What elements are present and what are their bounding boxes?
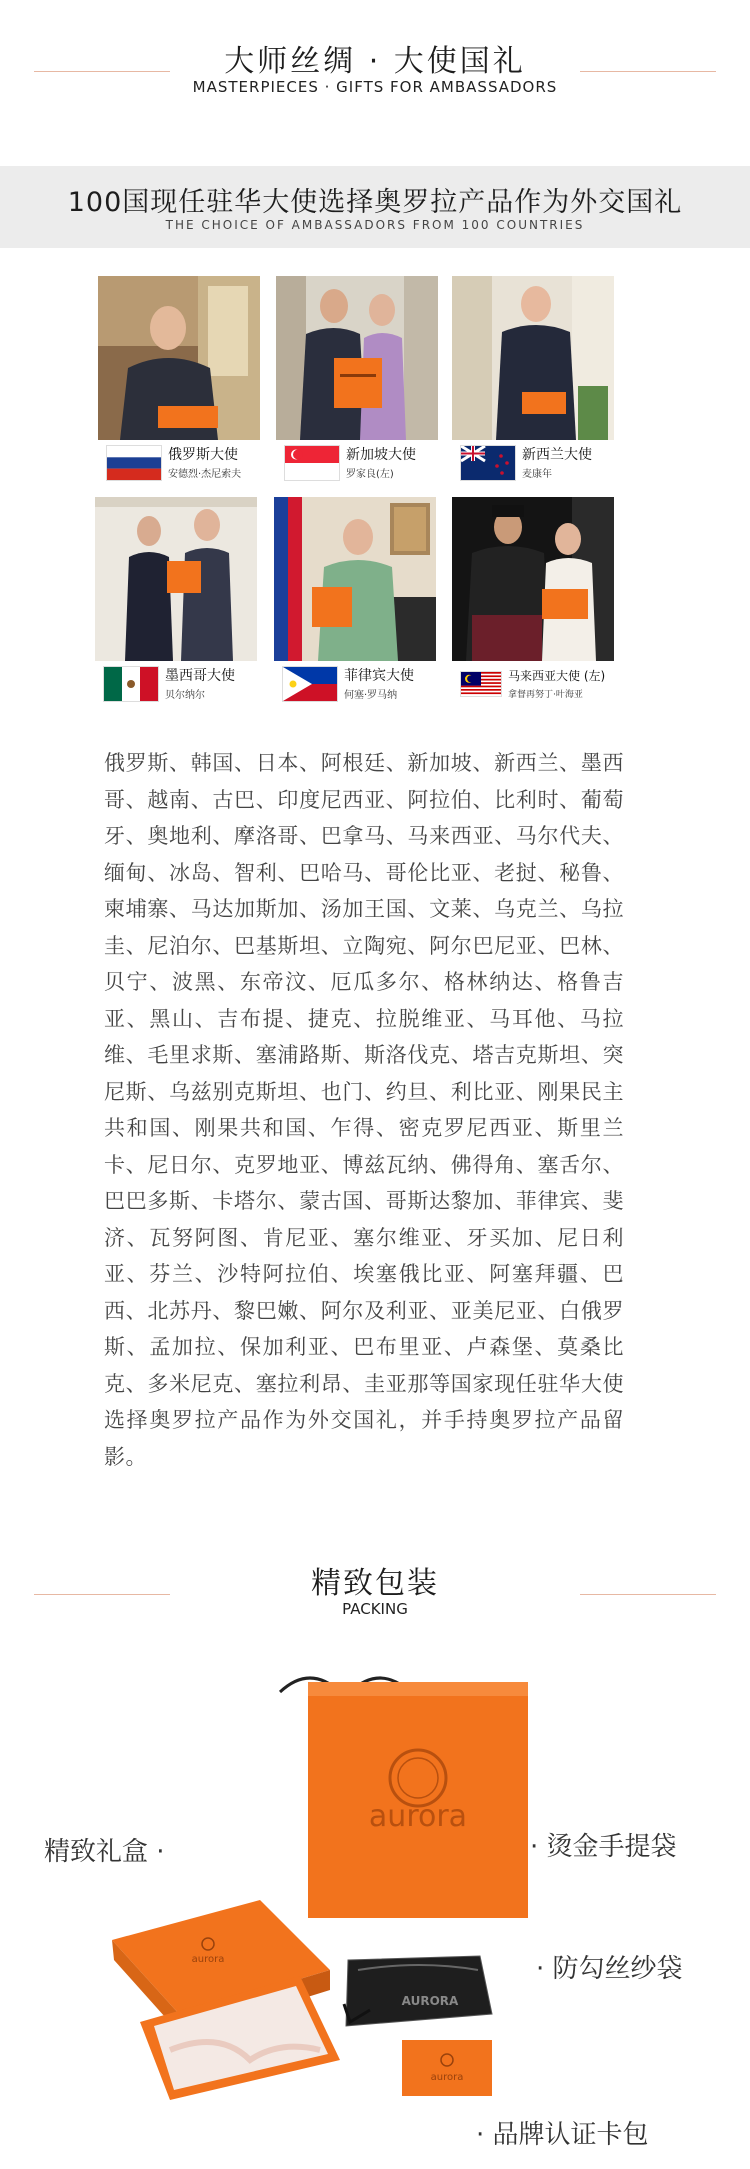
ambassador-card-new-zealand [452, 276, 614, 482]
ambassador-name: 罗家良(左) [346, 469, 394, 480]
page-subtitle: MASTERPIECES · GIFTS FOR AMBASSADORS [192, 78, 558, 96]
philippines-flag-icon [282, 666, 338, 702]
ambassador-title: 菲律宾大使 [344, 668, 414, 684]
label-card-holder: · 品牌认证卡包 [476, 2120, 649, 2150]
malaysia-flag-icon [460, 671, 502, 697]
banner-subtitle: THE CHOICE OF AMBASSADORS FROM 100 COUNTRIES [165, 218, 585, 232]
card-holder-image [402, 2040, 492, 2096]
ambassador-name: 何塞·罗马纳 [344, 690, 398, 701]
ambassador-card-singapore [276, 276, 438, 482]
ambassador-photo [95, 497, 257, 661]
ambassador-title: 俄罗斯大使 [168, 447, 238, 463]
ambassador-title: 新加坡大使 [346, 447, 416, 463]
ambassador-photo [452, 497, 614, 661]
country-list-paragraph: 俄罗斯、韩国、日本、阿根廷、新加坡、新西兰、墨西哥、越南、古巴、印度尼西亚、阿拉伯、比利时、葡萄牙、奥地利、摩洛哥、巴拿马、马来西亚、马尔代夫、缅甸、冰岛、智利、巴哈马、哥伦比亚、老挝、秘鲁、柬埔寨、马达加斯加、汤加王国、文莱、乌克兰、乌拉圭、尼泊尔、巴基斯坦、立陶宛、阿尔巴尼亚、巴林、贝宁、波黑、东帝汶、厄瓜多尔、格林纳达、格鲁吉亚、黑山、吉布提、捷克、拉脱维亚、马耳他、马拉维、毛里求斯、塞浦路斯、斯洛伐克、塔吉克斯坦、突尼斯、乌兹别克斯坦、也门、约旦、利比亚、刚果民主共和国、刚果共和国、乍得、密克罗尼西亚、斯里兰卡、尼日尔、克罗地亚、博兹瓦纳、佛得角、塞舌尔、巴巴多斯、卡塔尔、蒙古国、哥斯达黎加、菲律宾、斐济、瓦努阿图、肯尼亚、塞尔维亚、牙买加、尼日利亚、芬兰、沙特阿拉伯、埃塞俄比亚、阿塞拜疆、巴西、北苏丹、黎巴嫩、阿尔及利亚、亚美尼亚、白俄罗斯、孟加拉、保加利亚、巴布里亚、卢森堡、莫桑比克、多米尼克、塞拉利昂、圭亚那等国家现任驻华大使选择奥罗拉产品作为外交国礼，并手持奥罗拉产品留影。 [104, 751, 624, 1469]
ambassador-title: 马来西亚大使 (左) [508, 669, 606, 683]
ambassador-name: 贝尔纳尔 [165, 690, 205, 701]
pouch-brand-logo: AURORA [401, 1994, 459, 2008]
ambassador-name: 拿督再努丁·叶海亚 [508, 690, 583, 700]
box-brand-logo: aurora [191, 1954, 225, 1965]
ambassador-photo [276, 276, 438, 440]
label-gift-box: 精致礼盒 · [44, 1837, 165, 1867]
label-silk-pouch: · 防勾丝纱袋 [536, 1954, 683, 1984]
new-zealand-flag-icon [460, 445, 516, 481]
singapore-flag-icon [284, 445, 340, 481]
packing-subtitle: PACKING [342, 1600, 408, 1618]
ambassador-photo [274, 497, 436, 661]
ambassador-card-malaysia [452, 497, 614, 703]
page-title: 大师丝绸 · 大使国礼 [224, 44, 526, 79]
ambassador-title: 墨西哥大使 [165, 668, 235, 684]
ambassador-photo [452, 276, 614, 440]
ambassador-name: 安德烈·杰尼索夫 [168, 469, 242, 480]
bag-brand-logo: aurora [368, 1799, 468, 1834]
ambassador-card-russia [98, 276, 260, 482]
packaging-illustration [100, 1670, 560, 2120]
ambassador-photo [98, 276, 260, 440]
ambassador-card-philippines [274, 497, 436, 703]
ambassador-banner [0, 166, 750, 248]
ambassador-card-mexico [95, 497, 257, 703]
ambassador-name: 麦康年 [522, 469, 552, 480]
russia-flag-icon [106, 445, 162, 481]
silk-pouch-image [344, 1956, 492, 2026]
banner-title: 100国现任驻华大使选择奥罗拉产品作为外交国礼 [67, 187, 683, 218]
label-hand-bag: · 烫金手提袋 [530, 1832, 677, 1862]
shopping-bag-image [280, 1678, 528, 1918]
gift-box-image [112, 1900, 340, 2100]
mexico-flag-icon [103, 666, 159, 702]
ambassador-title: 新西兰大使 [522, 447, 592, 463]
card-brand-logo: aurora [430, 2072, 464, 2083]
packing-title: 精致包装 [311, 1566, 439, 1601]
